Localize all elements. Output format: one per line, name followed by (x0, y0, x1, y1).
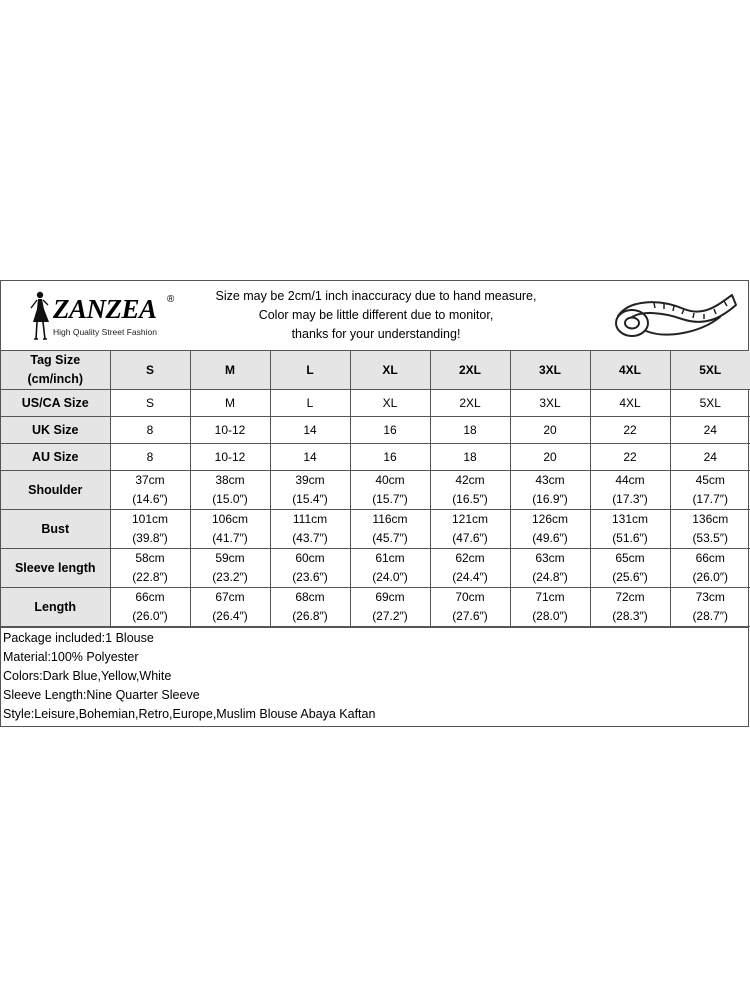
table-cell: 101cm (39.8″) (110, 510, 190, 549)
row-label: UK Size (1, 417, 110, 444)
table-cell: 72cm (28.3″) (590, 588, 670, 627)
table-row (1, 510, 750, 549)
table-cell: L (270, 351, 350, 390)
table-cell: 131cm (51.6″) (590, 510, 670, 549)
row-label: US/CA Size (1, 390, 110, 417)
table-cell: 10-12 (190, 417, 270, 444)
woman-silhouette-icon (29, 289, 53, 343)
row-label: Shoulder (1, 471, 110, 510)
package-info: Package included:1 Blouse (3, 631, 154, 645)
table-cell: 121cm (47.6″) (430, 510, 510, 549)
table-cell: 20 (510, 444, 590, 471)
notice-line: Size may be 2cm/1 inch inaccuracy due to hand measure, (215, 289, 537, 303)
notice-line: thanks for your understanding! (291, 327, 461, 341)
brand-logo (29, 289, 179, 343)
table-cell: 8 (110, 417, 190, 444)
table-cell: 59cm (23.2″) (190, 549, 270, 588)
table-cell: 111cm (43.7″) (270, 510, 350, 549)
row-label: AU Size (1, 444, 110, 471)
table-cell: S (110, 351, 190, 390)
brand-name: ZANZEA (53, 294, 157, 324)
table-cell: XL (350, 390, 430, 417)
size-table (1, 351, 750, 627)
table-cell: 24 (670, 444, 750, 471)
table-cell: 69cm (27.2″) (350, 588, 430, 627)
table-cell: 66cm (26.0″) (110, 588, 190, 627)
table-cell: 22 (590, 417, 670, 444)
table-cell: 37cm (14.6″) (110, 471, 190, 510)
size-chart (0, 280, 749, 727)
table-cell: 18 (430, 444, 510, 471)
table-row (1, 390, 750, 417)
table-cell: 16 (350, 444, 430, 471)
table-cell: 63cm (24.8″) (510, 549, 590, 588)
table-cell: 2XL (430, 390, 510, 417)
table-cell: 67cm (26.4″) (190, 588, 270, 627)
notice-line: Color may be little different due to monitor, (258, 308, 494, 322)
table-cell: 43cm (16.9″) (510, 471, 590, 510)
table-cell: 16 (350, 417, 430, 444)
row-label: Sleeve length (1, 549, 110, 588)
table-cell: 5XL (670, 390, 750, 417)
table-cell: 4XL (590, 351, 670, 390)
table-cell: M (190, 390, 270, 417)
table-cell: 8 (110, 444, 190, 471)
table-cell: 60cm (23.6″) (270, 549, 350, 588)
table-cell: 136cm (53.5″) (670, 510, 750, 549)
table-row (1, 471, 750, 510)
table-row (1, 549, 750, 588)
colors-info: Colors:Dark Blue,Yellow,White (3, 669, 172, 683)
brand-tagline: High Quality Street Fashion (53, 327, 157, 337)
table-cell: 22 (590, 444, 670, 471)
table-cell: 126cm (49.6″) (510, 510, 590, 549)
material-info: Material:100% Polyester (3, 650, 139, 664)
table-cell: 68cm (26.8″) (270, 588, 350, 627)
table-cell: 14 (270, 444, 350, 471)
table-cell: 4XL (590, 390, 670, 417)
table-cell: M (190, 351, 270, 390)
table-cell: 106cm (41.7″) (190, 510, 270, 549)
size-notice (191, 287, 561, 344)
table-cell: 45cm (17.7″) (670, 471, 750, 510)
table-row (1, 588, 750, 627)
table-cell: 39cm (15.4″) (270, 471, 350, 510)
table-cell: 61cm (24.0″) (350, 549, 430, 588)
table-cell: 44cm (17.3″) (590, 471, 670, 510)
table-cell: 40cm (15.7″) (350, 471, 430, 510)
table-cell: 73cm (28.7″) (670, 588, 750, 627)
table-cell: 24 (670, 417, 750, 444)
table-cell: 10-12 (190, 444, 270, 471)
chart-header (1, 281, 748, 351)
table-cell: 65cm (25.6″) (590, 549, 670, 588)
table-cell: 14 (270, 417, 350, 444)
table-cell: 42cm (16.5″) (430, 471, 510, 510)
table-cell: S (110, 390, 190, 417)
style-info: Style:Leisure,Bohemian,Retro,Europe,Muslim Blouse Abaya Kaftan (3, 707, 376, 721)
table-cell: L (270, 390, 350, 417)
table-cell: 70cm (27.6″) (430, 588, 510, 627)
table-cell: 5XL (670, 351, 750, 390)
product-info (1, 627, 748, 726)
table-row (1, 417, 750, 444)
table-cell: 20 (510, 417, 590, 444)
measuring-tape-icon (610, 285, 740, 345)
table-cell: 2XL (430, 351, 510, 390)
table-cell: 116cm (45.7″) (350, 510, 430, 549)
table-cell: 58cm (22.8″) (110, 549, 190, 588)
table-cell: 62cm (24.4″) (430, 549, 510, 588)
table-cell: XL (350, 351, 430, 390)
table-cell: 71cm (28.0″) (510, 588, 590, 627)
table-row (1, 351, 750, 390)
table-row (1, 444, 750, 471)
table-cell: 3XL (510, 390, 590, 417)
table-cell: 18 (430, 417, 510, 444)
table-cell: 38cm (15.0″) (190, 471, 270, 510)
row-label: Length (1, 588, 110, 627)
table-cell: 66cm (26.0″) (670, 549, 750, 588)
row-label: Bust (1, 510, 110, 549)
registered-mark: ® (167, 294, 175, 305)
row-label: Tag Size (cm/inch) (1, 351, 110, 390)
sleeve-info: Sleeve Length:Nine Quarter Sleeve (3, 688, 200, 702)
table-cell: 3XL (510, 351, 590, 390)
